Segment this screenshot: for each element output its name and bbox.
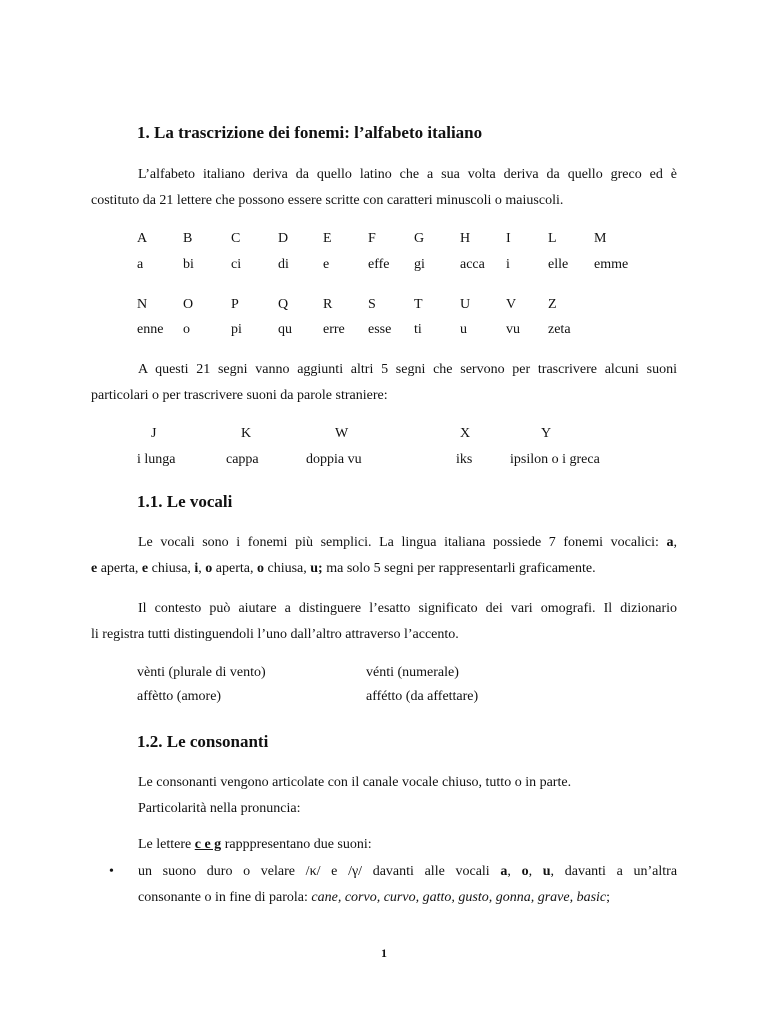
alphabet-name-z: zeta xyxy=(548,322,571,337)
intro-line-1 xyxy=(91,162,677,188)
text-fragment: davanti a un’altra xyxy=(564,864,678,879)
alphabet-letter-u: U xyxy=(460,297,471,312)
vowel-u: u xyxy=(542,864,551,879)
vocali-p2-text-1: Il contesto può aiutare a distinguere l’esatto significato dei vari omografi. Il dizionario xyxy=(138,601,677,616)
alphabet-letter-o: O xyxy=(183,297,194,312)
example-right: vénti (numerale) xyxy=(366,665,459,680)
alphabet-name-m: emme xyxy=(594,257,629,272)
section-title-alfabeto xyxy=(137,123,482,143)
extra-letter-k: K xyxy=(241,426,252,441)
page-number: 1 xyxy=(381,946,387,960)
alphabet-letter-m: M xyxy=(594,231,607,246)
vowel-a: a xyxy=(500,864,508,879)
alphabet-name-n: enne xyxy=(137,322,164,337)
alphabet-letter-r: R xyxy=(323,297,333,312)
extra-line-2: particolari o per trascrivere suoni da parole straniere: xyxy=(91,388,388,403)
text-fragment: aperta, xyxy=(212,561,257,576)
consonanti-paragraph-2 xyxy=(138,832,372,858)
text-fragment: consonante o in fine di parola: xyxy=(138,890,312,905)
intro-text-1: L’alfabeto italiano deriva da quello latino che a sua volta deriva da quello greco ed è xyxy=(138,167,677,182)
vocali-p1-line-1: Le vocali sono i fonemi più semplici. La lingua italiana possiede 7 fonemi vocalici: a, xyxy=(138,535,677,550)
bullet-line-1: un suono duro o velare /κ/ e /γ/ davanti alle vocali a, o, u, davanti a un’altra xyxy=(138,864,678,879)
vocali-p1-line-2 xyxy=(91,556,677,582)
vocali-p1-text-1: Le vocali sono i fonemi più semplici. La lingua italiana possiede 7 fonemi vocalici: xyxy=(138,535,659,550)
alphabet-name-p: pi xyxy=(231,322,242,337)
heading-text: 1.2. Le consonanti xyxy=(137,732,269,751)
alphabet-name-a: a xyxy=(137,257,144,272)
alphabet-letter-t: T xyxy=(414,297,423,312)
alphabet-name-b: bi xyxy=(183,257,194,272)
alphabet-letter-h: H xyxy=(460,231,471,246)
alphabet-letter-z: Z xyxy=(548,297,557,312)
alphabet-letter-i: I xyxy=(506,231,511,246)
text-fragment: Le lettere xyxy=(138,837,195,852)
vowel-e-closed: e xyxy=(141,561,149,576)
alphabet-name-r: erre xyxy=(323,322,345,337)
intro-paragraph xyxy=(91,162,677,214)
text-fragment: un suono duro o velare /κ/ e /γ/ davanti alle vocali xyxy=(138,864,490,879)
vocali-p2-line-2: li registra tutti distinguendoli l’uno dall’altro attraverso l’accento. xyxy=(91,627,459,642)
alphabet-name-e: e xyxy=(323,257,330,272)
section-title-vocali xyxy=(137,492,232,512)
vowel-e-open: e xyxy=(91,561,98,576)
section-title-consonanti xyxy=(137,732,268,752)
text-fragment: ma solo 5 segni per rappresentarli graficamente. xyxy=(322,561,596,576)
alphabet-letter-c: C xyxy=(231,231,241,246)
vowel-a: a xyxy=(666,535,674,550)
alphabet-name-c: ci xyxy=(231,257,242,272)
extra-name-w: doppia vu xyxy=(306,452,362,467)
alphabet-name-v: vu xyxy=(506,322,520,337)
vowel-o-open: o xyxy=(205,561,213,576)
heading-text: 1.1. Le vocali xyxy=(137,492,233,511)
intro-line-2: costituto da 21 lettere che possono essere scritte con caratteri minuscoli o maiuscoli. xyxy=(91,193,564,208)
vowel-u: u; xyxy=(310,561,323,576)
alphabet-name-l: elle xyxy=(548,257,569,272)
alphabet-name-f: effe xyxy=(368,257,390,272)
vowel-o-closed: o xyxy=(257,561,264,576)
vocali-paragraph-1 xyxy=(91,530,677,582)
bullet-line-2 xyxy=(138,885,677,911)
alphabet-name-u: u xyxy=(460,322,467,337)
alphabet-name-o: o xyxy=(183,322,190,337)
extra-name-j: i lunga xyxy=(137,452,176,467)
text-fragment: chiusa, xyxy=(148,561,195,576)
alphabet-letter-v: V xyxy=(506,297,517,312)
extra-name-x: iks xyxy=(456,452,473,467)
alphabet-letter-f: F xyxy=(368,231,376,246)
extra-letter-j: J xyxy=(151,426,157,441)
extra-letter-x: X xyxy=(460,426,471,441)
alphabet-letter-a: A xyxy=(137,231,148,246)
alphabet-letter-d: D xyxy=(278,231,289,246)
vowel-o: o xyxy=(521,864,529,879)
consonanti-p1-line-2: Particolarità nella pronuncia: xyxy=(138,801,301,816)
alphabet-name-d: di xyxy=(278,257,289,272)
alphabet-name-t: ti xyxy=(414,322,422,337)
text-fragment: chiusa, xyxy=(264,561,311,576)
extra-line-1 xyxy=(91,357,677,383)
bullet-item-hard-sound xyxy=(91,859,677,911)
vowel-i: i xyxy=(194,561,199,576)
alphabet-letter-q: Q xyxy=(278,297,289,312)
vocali-paragraph-2 xyxy=(91,596,677,648)
consonanti-p1-line-1: Le consonanti vengono articolate con il canale vocale chiuso, tutto o in parte. xyxy=(138,775,572,790)
alphabet-name-q: qu xyxy=(278,322,292,337)
bullet-text xyxy=(138,859,677,911)
bullet-icon: • xyxy=(109,864,114,879)
examples-italic: cane, corvo, curvo, gatto, gusto, gonna, grave, basic xyxy=(311,890,607,905)
heading-text: 1. La trascrizione dei fonemi: l’alfabeto italiano xyxy=(137,123,483,142)
letters-c-e-g: c e g xyxy=(194,837,222,852)
text-fragment: aperta, xyxy=(97,561,142,576)
alphabet-letter-e: E xyxy=(323,231,332,246)
alphabet-name-i: i xyxy=(506,257,510,272)
extra-letters-paragraph xyxy=(91,357,677,409)
example-right: affétto (da affettare) xyxy=(366,689,479,704)
alphabet-letter-b: B xyxy=(183,231,193,246)
extra-name-y: ipsilon o i greca xyxy=(510,452,600,467)
alphabet-letter-g: G xyxy=(414,231,425,246)
alphabet-name-s: esse xyxy=(368,322,392,337)
consonanti-paragraph-1 xyxy=(138,770,571,822)
text-fragment: rapppresentano due suoni: xyxy=(221,837,372,852)
alphabet-name-g: gi xyxy=(414,257,425,272)
extra-letter-w: W xyxy=(335,426,349,441)
text-fragment: , xyxy=(198,561,206,576)
extra-letter-y: Y xyxy=(541,426,552,441)
example-left: vènti (plurale di vento) xyxy=(137,665,266,680)
alphabet-name-h: acca xyxy=(460,257,485,272)
text-fragment: ; xyxy=(606,890,611,905)
vocali-p2-line-1 xyxy=(91,596,677,622)
alphabet-letter-l: L xyxy=(548,231,557,246)
example-left: affètto (amore) xyxy=(137,689,222,704)
alphabet-letter-p: P xyxy=(231,297,239,312)
alphabet-letter-s: S xyxy=(368,297,376,312)
alphabet-letter-n: N xyxy=(137,297,148,312)
extra-text-1: A questi 21 segni vanno aggiunti altri 5 segni che servono per trascrivere alcuni suoni xyxy=(138,362,677,377)
extra-name-k: cappa xyxy=(226,452,259,467)
